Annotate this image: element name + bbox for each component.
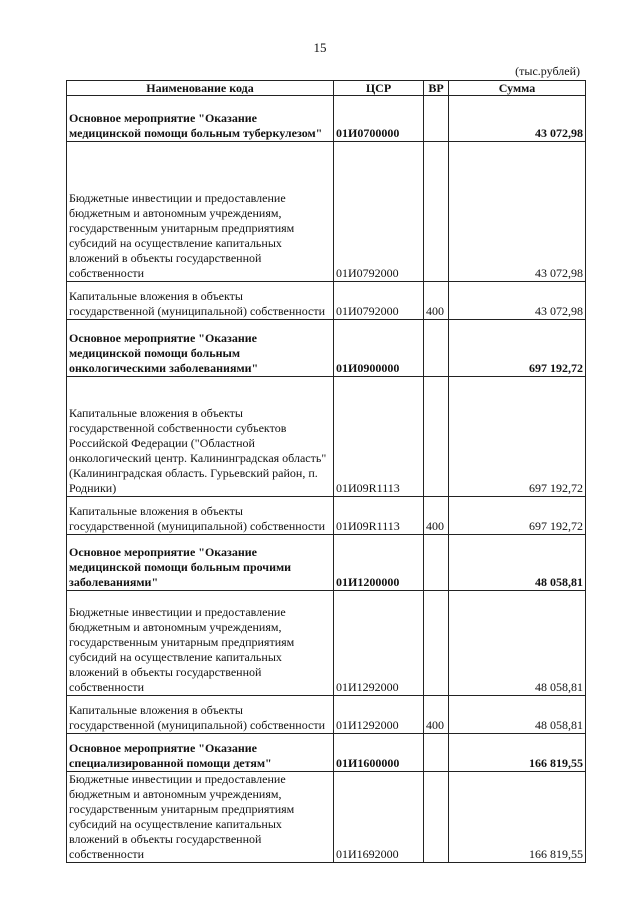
- cell-name: Капитальные вложения в объекты государственной собственности субъектов Российской Федерации ("Областной онкологический центр. Калининградская область" (Калининградская область. Гурьевский район, п. Родники): [67, 377, 334, 497]
- table-row: [67, 96, 586, 142]
- header-vr: ВР: [424, 81, 449, 96]
- cell-csr: 01И1692000: [334, 772, 424, 863]
- table-row: [67, 497, 586, 535]
- header-name: Наименование кода: [67, 81, 334, 96]
- cell-sum: 43 072,98: [449, 282, 586, 320]
- cell-name: Бюджетные инвестиции и предоставление бюджетным и автономным учреждениям, государственным унитарным предприятиям субсидий на осуществление капитальных вложений в объекты государственной собственности: [67, 772, 334, 863]
- cell-sum: 697 192,72: [449, 320, 586, 377]
- cell-vr: 400: [424, 497, 449, 535]
- cell-name: Основное мероприятие "Оказание медицинской помощи больным онкологическими заболеваниями": [67, 320, 334, 377]
- cell-csr: 01И1200000: [334, 535, 424, 591]
- cell-name: Основное мероприятие "Оказание медицинской помощи больным туберкулезом": [67, 96, 334, 142]
- cell-sum: 697 192,72: [449, 377, 586, 497]
- cell-csr: 01И1292000: [334, 696, 424, 734]
- cell-csr: 01И1292000: [334, 591, 424, 696]
- cell-vr: [424, 734, 449, 772]
- cell-sum: 43 072,98: [449, 142, 586, 282]
- cell-vr: [424, 320, 449, 377]
- cell-sum: 48 058,81: [449, 535, 586, 591]
- cell-vr: [424, 96, 449, 142]
- cell-sum: 697 192,72: [449, 497, 586, 535]
- cell-name: Капитальные вложения в объекты государственной (муниципальной) собственности: [67, 497, 334, 535]
- cell-sum: 48 058,81: [449, 591, 586, 696]
- cell-name: Основное мероприятие "Оказание специализированной помощи детям": [67, 734, 334, 772]
- cell-name: Капитальные вложения в объекты государственной (муниципальной) собственности: [67, 696, 334, 734]
- table-row: [67, 320, 586, 377]
- page-number: 15: [313, 40, 327, 55]
- table-row: [67, 734, 586, 772]
- table-row: [67, 591, 586, 696]
- cell-name: Капитальные вложения в объекты государственной (муниципальной) собственности: [67, 282, 334, 320]
- table-row: [67, 772, 586, 863]
- header-sum: Сумма: [449, 81, 586, 96]
- cell-sum: 43 072,98: [449, 96, 586, 142]
- table-header-row: [67, 81, 586, 96]
- cell-csr: 01И09R1113: [334, 497, 424, 535]
- cell-vr: [424, 772, 449, 863]
- header-csr: ЦСР: [334, 81, 424, 96]
- cell-csr: 01И0792000: [334, 282, 424, 320]
- table-row: [67, 282, 586, 320]
- cell-csr: 01И1600000: [334, 734, 424, 772]
- cell-sum: 166 819,55: [449, 772, 586, 863]
- cell-sum: 166 819,55: [449, 734, 586, 772]
- cell-csr: 01И09R1113: [334, 377, 424, 497]
- cell-vr: [424, 591, 449, 696]
- budget-table: [66, 80, 586, 863]
- cell-csr: 01И0700000: [334, 96, 424, 142]
- table-row: [67, 535, 586, 591]
- units-label: (тыс.рублей): [515, 64, 580, 78]
- table-row: [67, 377, 586, 497]
- table-row: [67, 696, 586, 734]
- cell-vr: 400: [424, 696, 449, 734]
- cell-vr: [424, 377, 449, 497]
- cell-name: Бюджетные инвестиции и предоставление бюджетным и автономным учреждениям, государственным унитарным предприятиям субсидий на осуществление капитальных вложений в объекты государственной собственности: [67, 142, 334, 282]
- cell-vr: [424, 142, 449, 282]
- cell-sum: 48 058,81: [449, 696, 586, 734]
- cell-vr: 400: [424, 282, 449, 320]
- cell-vr: [424, 535, 449, 591]
- cell-csr: 01И0792000: [334, 142, 424, 282]
- cell-name: Бюджетные инвестиции и предоставление бюджетным и автономным учреждениям, государственным унитарным предприятиям субсидий на осуществление капитальных вложений в объекты государственной собственности: [67, 591, 334, 696]
- table-row: [67, 142, 586, 282]
- cell-name: Основное мероприятие "Оказание медицинской помощи больным прочими заболеваниями": [67, 535, 334, 591]
- cell-csr: 01И0900000: [334, 320, 424, 377]
